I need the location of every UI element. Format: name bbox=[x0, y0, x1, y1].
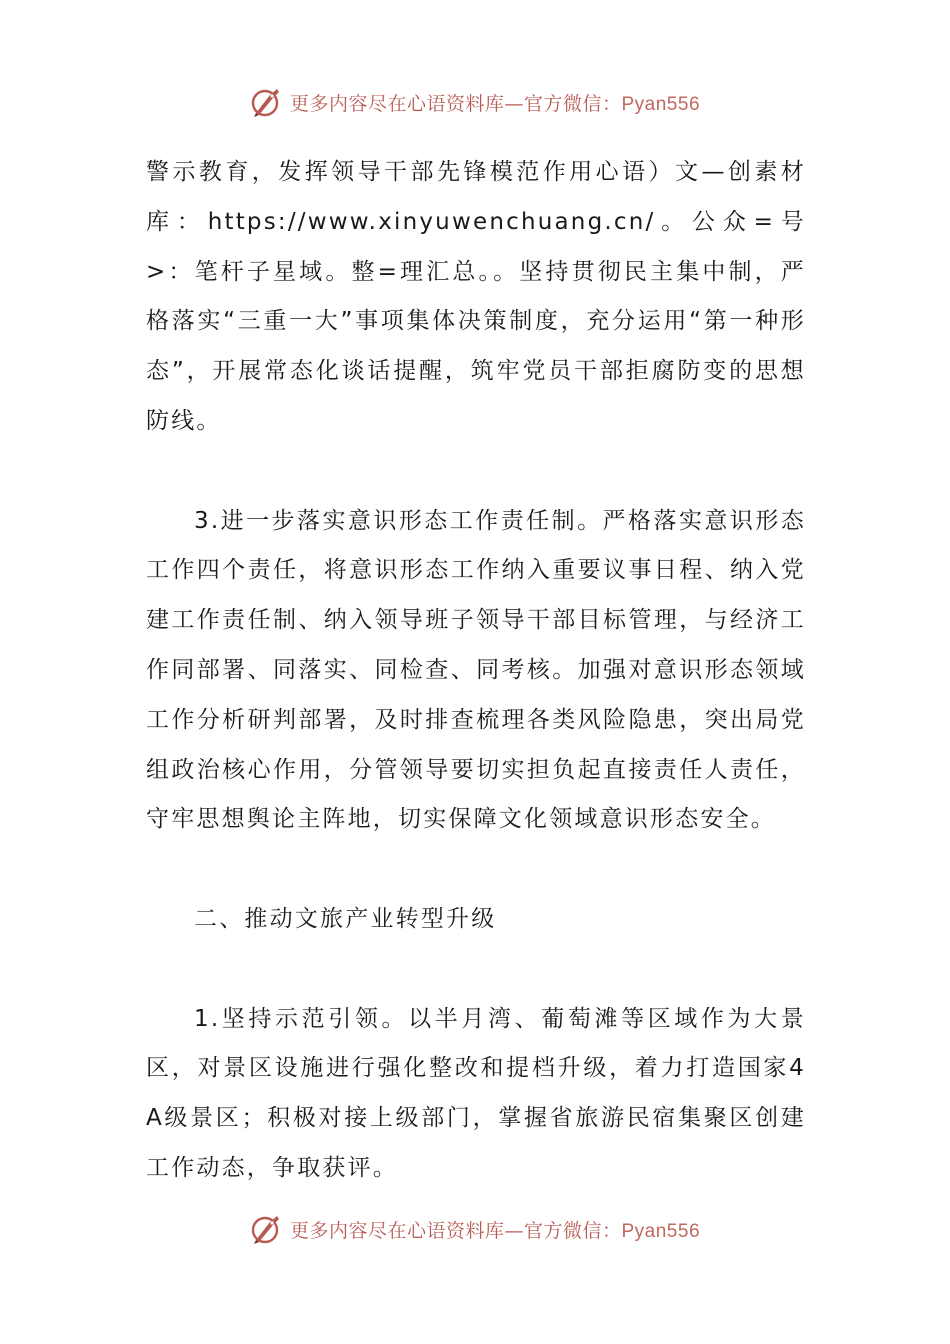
paragraph-2: 3.进一步落实意识形态工作责任制。严格落实意识形态工作四个责任，将意识形态工作纳入重要议事日程、纳入党建工作责任制、纳入领导班子领导干部目标管理，与经济工作同部署、同落实、同检查、同考核。加强对意识形态领域工作分析研判部署，及时排查梳理各类风险隐患，突出局党组政治核心作用，分管领导要切实担负起直接责任人责任，守牢思想舆论主阵地，切实保障文化领域意识形态安全。 bbox=[146, 507, 806, 833]
document-body bbox=[146, 148, 806, 1194]
section-heading: 二、推动文旅产业转型升级 bbox=[194, 905, 497, 932]
pen-nib-icon bbox=[250, 1212, 284, 1246]
header-banner bbox=[0, 82, 950, 122]
wechat-id: Pyan556 bbox=[621, 1220, 701, 1242]
paragraph-1: 警示教育，发挥领导干部先锋模范作用心语）文—创素材库：https://www.xinyuwenchuang.cn/。公众=号>：笔杆子星域。整=理汇总。。坚持贯彻民主集中制，严格落实“三重一大”事项集体决策制度，充分运用“第一种形态”，开展常态化谈话提醒，筑牢党员干部拒腐防变的思想防线。 bbox=[146, 159, 806, 434]
wechat-id: Pyan556 bbox=[621, 93, 701, 115]
pen-nib-icon bbox=[250, 85, 284, 119]
banner-text: 更多内容尽在心语资料库—官方微信：Pyan556 bbox=[289, 92, 701, 115]
footer-banner bbox=[0, 1209, 950, 1249]
paragraph-3: 1.坚持示范引领。以半月湾、葡萄滩等区域作为大景区，对景区设施进行强化整改和提档升级，着力打造国家4A级景区；积极对接上级部门，掌握省旅游民宿集聚区创建工作动态，争取获评。 bbox=[146, 1005, 806, 1181]
banner-text: 更多内容尽在心语资料库—官方微信：Pyan556 bbox=[289, 1219, 701, 1242]
